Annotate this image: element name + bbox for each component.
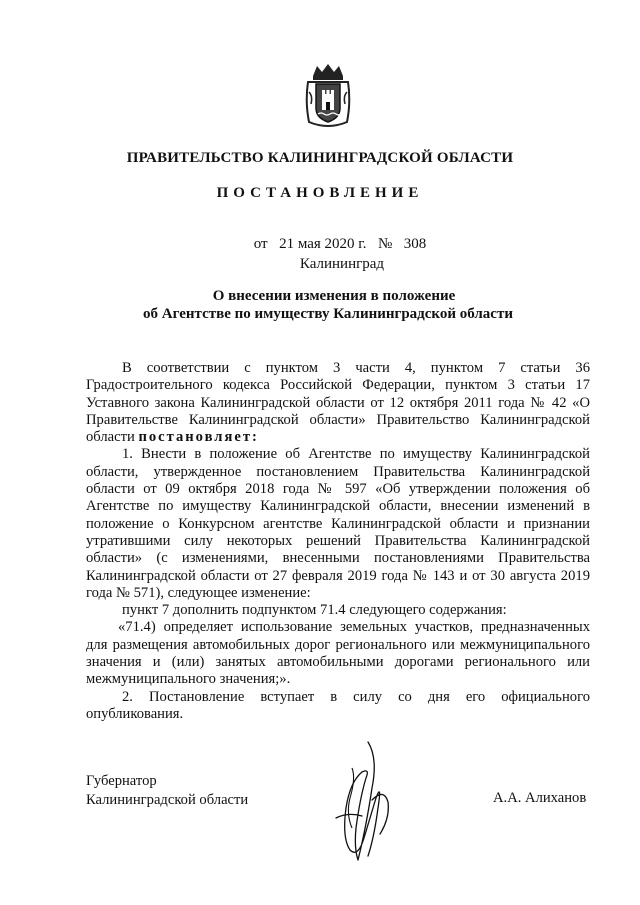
signatory-position [86,772,248,810]
document-body [86,360,590,723]
date-prefix: от [253,236,268,252]
item-2-paragraph: 2. Постановление вступает в силу со дня его официального опубликования. [86,688,590,722]
document-date: 21 мая 2020 г. [279,236,367,252]
item-1-subparagraph: пункт 7 дополнить подпунктом 71.4 следующего содержания: [122,602,507,619]
number-sign: № [377,236,393,252]
organization-name: ПРАВИТЕЛЬСТВО КАЛИНИНГРАДСКОЙ ОБЛАСТИ [126,150,514,166]
item-1-quote: «71.4) определяет использование земельных участков, предназначенных для размещения автомобильных дорог регионального или межмуниципального значения и (или) занятых автомобильными дорогами регионального или межмуниципального значения;». [86,619,590,688]
date-line [20,236,640,253]
document-title-line1: О внесении изменения в положение [212,288,456,304]
decree-word: постановляет: [138,429,259,446]
document-number: 308 [403,236,427,252]
document-title-line2: об Агентстве по имуществу Калининградской области [143,306,513,322]
item-1-paragraph: 1. Внести в положение об Агентстве по имуществу Калининградской области, утвержденное постановлением Правительства Калининградской области от 09 октября 2018 года № 597 «Об утверждении положения об Агентстве по имуществу Калининградской области, внесении изменений в положение о Конкурсном агентстве Калининградской области и признании утратившими силу некоторых решений Правительства Калининградской области» (с изменениями, внесенными постановлениями Правительства Калининградской области от 27 февраля 2019 года № 143 и от 30 августа 2019 года № 571), следующее изменение: [86,446,590,601]
preamble-text: В соответствии с пунктом 3 части 4, пунктом 7 статьи 36 Градостроительного кодекса Российской Федерации, пунктом 3 статьи 17 Уставного закона Калининградской области от 12 октября 2011 года № 42 «О Правительстве Калининградской области» Правительство Калининградской области [86,360,590,446]
signatory-name: А.А. Алиханов [493,790,587,806]
signatory-position-line1: Губернатор [86,773,157,789]
signatory-position-line2: Калининградской области [86,792,249,808]
document-type: ПОСТАНОВЛЕНИЕ [216,185,424,201]
kaliningrad-coat-of-arms-icon [305,62,351,130]
handwritten-signature-icon [328,738,398,868]
city-name: Калининград [299,256,385,272]
preamble-paragraph [86,360,590,446]
